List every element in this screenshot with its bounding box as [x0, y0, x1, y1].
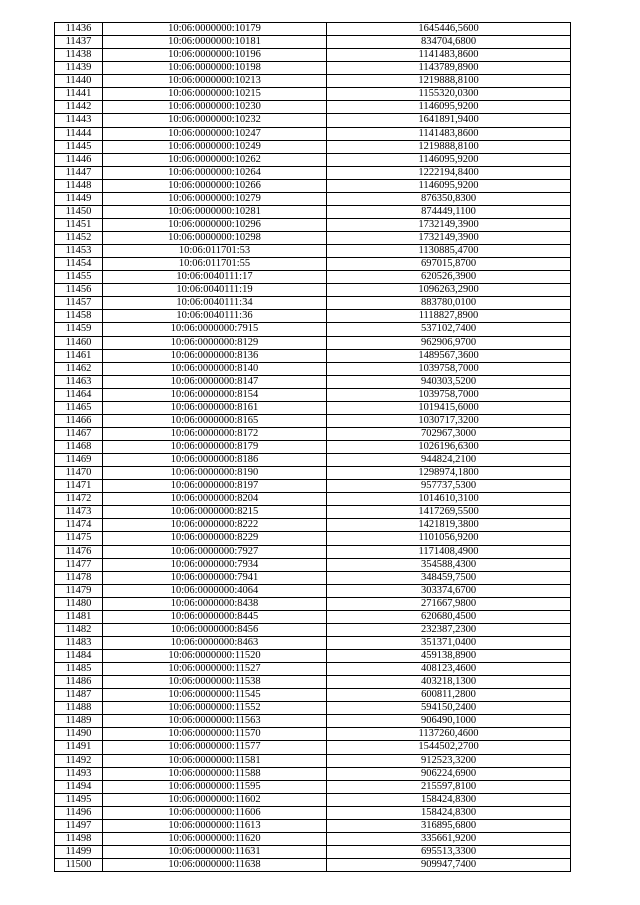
cadastral-number-cell: 10:06:0000000:11581: [103, 754, 327, 767]
table-row: [55, 676, 571, 689]
cadastral-number-cell: 10:06:0000000:11577: [103, 741, 327, 754]
value-cell: 1219888,8100: [327, 75, 571, 88]
row-number-cell: 11459: [55, 323, 103, 336]
row-number-cell: 11467: [55, 427, 103, 440]
table-row: [55, 75, 571, 88]
cadastral-number-cell: 10:06:0040111:19: [103, 284, 327, 297]
row-number-cell: 11449: [55, 192, 103, 205]
row-number-cell: 11448: [55, 179, 103, 192]
value-cell: 1141483,8600: [327, 49, 571, 62]
table-row: [55, 258, 571, 271]
cadastral-number-cell: 10:06:0000000:8129: [103, 336, 327, 349]
table-row: [55, 23, 571, 36]
table-row: [55, 558, 571, 571]
row-number-cell: 11446: [55, 153, 103, 166]
table-row: [55, 297, 571, 310]
value-cell: 876350,8300: [327, 192, 571, 205]
row-number-cell: 11441: [55, 88, 103, 101]
row-number-cell: 11439: [55, 62, 103, 75]
table-row: [55, 571, 571, 584]
row-number-cell: 11486: [55, 676, 103, 689]
row-number-cell: 11477: [55, 558, 103, 571]
row-number-cell: 11472: [55, 493, 103, 506]
row-number-cell: 11487: [55, 689, 103, 702]
table-row: [55, 741, 571, 754]
value-cell: 1141483,8600: [327, 127, 571, 140]
value-cell: 351371,0400: [327, 636, 571, 649]
table-row: [55, 859, 571, 872]
row-number-cell: 11485: [55, 663, 103, 676]
cadastral-number-cell: 10:06:0000000:10196: [103, 49, 327, 62]
value-cell: 1030717,3200: [327, 414, 571, 427]
table-row: [55, 689, 571, 702]
row-number-cell: 11450: [55, 205, 103, 218]
value-cell: 1026196,6300: [327, 441, 571, 454]
row-number-cell: 11479: [55, 584, 103, 597]
cadastral-number-cell: 10:06:0000000:8186: [103, 454, 327, 467]
row-number-cell: 11498: [55, 832, 103, 845]
table-row: [55, 179, 571, 192]
cadastral-number-cell: 10:06:0000000:11638: [103, 859, 327, 872]
value-cell: 1222194,8400: [327, 166, 571, 179]
value-cell: 158424,8300: [327, 793, 571, 806]
row-number-cell: 11470: [55, 467, 103, 480]
cadastral-number-cell: 10:06:0000000:11570: [103, 728, 327, 741]
row-number-cell: 11481: [55, 610, 103, 623]
cadastral-number-cell: 10:06:0000000:10296: [103, 218, 327, 231]
row-number-cell: 11458: [55, 310, 103, 323]
cadastral-number-cell: 10:06:0000000:8172: [103, 427, 327, 440]
row-number-cell: 11474: [55, 519, 103, 532]
table-row: [55, 205, 571, 218]
table-row: [55, 114, 571, 127]
value-cell: 459138,8900: [327, 650, 571, 663]
table-row: [55, 715, 571, 728]
table-row: [55, 375, 571, 388]
table-row: [55, 623, 571, 636]
row-number-cell: 11444: [55, 127, 103, 140]
cadastral-number-cell: 10:06:0000000:8215: [103, 506, 327, 519]
table-row: [55, 49, 571, 62]
row-number-cell: 11475: [55, 532, 103, 545]
table-row: [55, 271, 571, 284]
cadastral-number-cell: 10:06:0000000:8456: [103, 623, 327, 636]
cadastral-number-cell: 10:06:0000000:8154: [103, 388, 327, 401]
value-cell: 1118827,8900: [327, 310, 571, 323]
table-row: [55, 401, 571, 414]
cadastral-number-cell: 10:06:0000000:11613: [103, 819, 327, 832]
row-number-cell: 11496: [55, 806, 103, 819]
value-cell: 1101056,9200: [327, 532, 571, 545]
table-row: [55, 192, 571, 205]
row-number-cell: 11490: [55, 728, 103, 741]
table-row: [55, 650, 571, 663]
cadastral-number-cell: 10:06:0000000:7934: [103, 558, 327, 571]
cadastral-number-cell: 10:06:0000000:11545: [103, 689, 327, 702]
table-row: [55, 806, 571, 819]
cadastral-number-cell: 10:06:0000000:7927: [103, 545, 327, 558]
cadastral-number-cell: 10:06:0000000:8147: [103, 375, 327, 388]
value-cell: 594150,2400: [327, 702, 571, 715]
table-row: [55, 127, 571, 140]
value-cell: 1019415,6000: [327, 401, 571, 414]
table-row: [55, 702, 571, 715]
cadastral-number-cell: 10:06:0000000:10213: [103, 75, 327, 88]
cadastral-number-cell: 10:06:0000000:8197: [103, 480, 327, 493]
cadastral-number-cell: 10:06:0000000:10298: [103, 232, 327, 245]
row-number-cell: 11500: [55, 859, 103, 872]
cadastral-number-cell: 10:06:011701:53: [103, 245, 327, 258]
cadastral-number-cell: 10:06:0000000:10181: [103, 36, 327, 49]
row-number-cell: 11473: [55, 506, 103, 519]
value-cell: 537102,7400: [327, 323, 571, 336]
row-number-cell: 11493: [55, 767, 103, 780]
row-number-cell: 11488: [55, 702, 103, 715]
cadastral-number-cell: 10:06:0000000:10281: [103, 205, 327, 218]
cadastral-number-cell: 10:06:0000000:11527: [103, 663, 327, 676]
table-row: [55, 88, 571, 101]
value-cell: 232387,2300: [327, 623, 571, 636]
cadastral-number-cell: 10:06:0000000:11588: [103, 767, 327, 780]
value-cell: 1732149,3900: [327, 232, 571, 245]
value-cell: 697015,8700: [327, 258, 571, 271]
row-number-cell: 11476: [55, 545, 103, 558]
table-row: [55, 467, 571, 480]
value-cell: 1155320,0300: [327, 88, 571, 101]
row-number-cell: 11457: [55, 297, 103, 310]
cadastral-number-cell: 10:06:0000000:11595: [103, 780, 327, 793]
cadastral-number-cell: 10:06:0000000:8204: [103, 493, 327, 506]
cadastral-number-cell: 10:06:0040111:36: [103, 310, 327, 323]
value-cell: 962906,9700: [327, 336, 571, 349]
row-number-cell: 11447: [55, 166, 103, 179]
table-row: [55, 506, 571, 519]
table-row: [55, 349, 571, 362]
value-cell: 158424,8300: [327, 806, 571, 819]
value-cell: 600811,2800: [327, 689, 571, 702]
table-row: [55, 153, 571, 166]
row-number-cell: 11460: [55, 336, 103, 349]
cadastral-number-cell: 10:06:0000000:10179: [103, 23, 327, 36]
table-row: [55, 584, 571, 597]
table-row: [55, 166, 571, 179]
cadastral-number-cell: 10:06:0000000:11563: [103, 715, 327, 728]
value-cell: 940303,5200: [327, 375, 571, 388]
row-number-cell: 11489: [55, 715, 103, 728]
table-row: [55, 767, 571, 780]
cadastral-number-cell: 10:06:0000000:8165: [103, 414, 327, 427]
value-cell: 1489567,3600: [327, 349, 571, 362]
table-row: [55, 323, 571, 336]
row-number-cell: 11438: [55, 49, 103, 62]
value-cell: 1014610,3100: [327, 493, 571, 506]
row-number-cell: 11484: [55, 650, 103, 663]
row-number-cell: 11436: [55, 23, 103, 36]
row-number-cell: 11499: [55, 845, 103, 858]
value-cell: 906490,1000: [327, 715, 571, 728]
table-row: [55, 532, 571, 545]
cadastral-number-cell: 10:06:0000000:10247: [103, 127, 327, 140]
table-body: [55, 23, 571, 872]
value-cell: 303374,6700: [327, 584, 571, 597]
value-cell: 1146095,9200: [327, 101, 571, 114]
row-number-cell: 11468: [55, 441, 103, 454]
cadastral-number-cell: 10:06:0000000:7941: [103, 571, 327, 584]
table-row: [55, 362, 571, 375]
value-cell: 271667,9800: [327, 597, 571, 610]
value-cell: 1544502,2700: [327, 741, 571, 754]
value-cell: 620680,4500: [327, 610, 571, 623]
row-number-cell: 11469: [55, 454, 103, 467]
value-cell: 702967,3000: [327, 427, 571, 440]
row-number-cell: 11454: [55, 258, 103, 271]
cadastral-number-cell: 10:06:0000000:11620: [103, 832, 327, 845]
cadastral-number-cell: 10:06:0000000:8445: [103, 610, 327, 623]
value-cell: 1645446,5600: [327, 23, 571, 36]
value-cell: 1039758,7000: [327, 362, 571, 375]
cadastral-number-cell: 10:06:0000000:10249: [103, 140, 327, 153]
table-row: [55, 414, 571, 427]
cadastral-number-cell: 10:06:0000000:8222: [103, 519, 327, 532]
value-cell: 1732149,3900: [327, 218, 571, 231]
row-number-cell: 11463: [55, 375, 103, 388]
cadastral-number-cell: 10:06:0000000:10198: [103, 62, 327, 75]
value-cell: 1137260,4600: [327, 728, 571, 741]
value-cell: 1143789,8900: [327, 62, 571, 75]
table-row: [55, 728, 571, 741]
value-cell: 403218,1300: [327, 676, 571, 689]
cadastral-number-cell: 10:06:0000000:11631: [103, 845, 327, 858]
cadastral-number-cell: 10:06:0000000:8136: [103, 349, 327, 362]
row-number-cell: 11480: [55, 597, 103, 610]
table-row: [55, 663, 571, 676]
value-cell: 883780,0100: [327, 297, 571, 310]
row-number-cell: 11483: [55, 636, 103, 649]
value-cell: 1298974,1800: [327, 467, 571, 480]
table-row: [55, 454, 571, 467]
table-row: [55, 427, 571, 440]
cadastral-number-cell: 10:06:0000000:8463: [103, 636, 327, 649]
value-cell: 909947,7400: [327, 859, 571, 872]
value-cell: 906224,6900: [327, 767, 571, 780]
value-cell: 834704,6800: [327, 36, 571, 49]
table-row: [55, 545, 571, 558]
value-cell: 1039758,7000: [327, 388, 571, 401]
cadastral-number-cell: 10:06:0000000:11520: [103, 650, 327, 663]
cadastral-number-cell: 10:06:0000000:10264: [103, 166, 327, 179]
cadastral-number-cell: 10:06:0000000:10279: [103, 192, 327, 205]
table-row: [55, 493, 571, 506]
cadastral-number-cell: 10:06:0000000:10262: [103, 153, 327, 166]
row-number-cell: 11456: [55, 284, 103, 297]
value-cell: 695513,3300: [327, 845, 571, 858]
row-number-cell: 11445: [55, 140, 103, 153]
cadastral-number-cell: 10:06:0000000:11606: [103, 806, 327, 819]
table-row: [55, 62, 571, 75]
value-cell: 335661,9200: [327, 832, 571, 845]
row-number-cell: 11453: [55, 245, 103, 258]
cadastral-number-cell: 10:06:0000000:10266: [103, 179, 327, 192]
row-number-cell: 11491: [55, 741, 103, 754]
cadastral-number-cell: 10:06:0000000:11602: [103, 793, 327, 806]
row-number-cell: 11495: [55, 793, 103, 806]
value-cell: 1096263,2900: [327, 284, 571, 297]
value-cell: 1146095,9200: [327, 153, 571, 166]
row-number-cell: 11443: [55, 114, 103, 127]
table-row: [55, 845, 571, 858]
table-row: [55, 610, 571, 623]
value-cell: 348459,7500: [327, 571, 571, 584]
value-cell: 957737,5300: [327, 480, 571, 493]
table-row: [55, 218, 571, 231]
row-number-cell: 11461: [55, 349, 103, 362]
row-number-cell: 11440: [55, 75, 103, 88]
value-cell: 1417269,5500: [327, 506, 571, 519]
table-row: [55, 284, 571, 297]
row-number-cell: 11465: [55, 401, 103, 414]
row-number-cell: 11492: [55, 754, 103, 767]
cadastral-number-cell: 10:06:0000000:8190: [103, 467, 327, 480]
row-number-cell: 11451: [55, 218, 103, 231]
table-row: [55, 336, 571, 349]
table-row: [55, 597, 571, 610]
table-row: [55, 780, 571, 793]
cadastral-number-cell: 10:06:0000000:8229: [103, 532, 327, 545]
value-cell: 1421819,3800: [327, 519, 571, 532]
value-cell: 944824,2100: [327, 454, 571, 467]
value-cell: 1171408,4900: [327, 545, 571, 558]
row-number-cell: 11452: [55, 232, 103, 245]
value-cell: 354588,4300: [327, 558, 571, 571]
value-cell: 874449,1100: [327, 205, 571, 218]
row-number-cell: 11464: [55, 388, 103, 401]
cadastral-number-cell: 10:06:0000000:7915: [103, 323, 327, 336]
cadastral-number-cell: 10:06:0000000:8438: [103, 597, 327, 610]
row-number-cell: 11462: [55, 362, 103, 375]
value-cell: 1641891,9400: [327, 114, 571, 127]
row-number-cell: 11494: [55, 780, 103, 793]
value-cell: 620526,3900: [327, 271, 571, 284]
value-cell: 1146095,9200: [327, 179, 571, 192]
row-number-cell: 11497: [55, 819, 103, 832]
row-number-cell: 11478: [55, 571, 103, 584]
cadastral-number-cell: 10:06:0040111:17: [103, 271, 327, 284]
value-cell: 1130885,4700: [327, 245, 571, 258]
table-row: [55, 441, 571, 454]
table-row: [55, 245, 571, 258]
cadastral-number-cell: 10:06:0000000:10230: [103, 101, 327, 114]
row-number-cell: 11455: [55, 271, 103, 284]
table-row: [55, 140, 571, 153]
value-cell: 316895,6800: [327, 819, 571, 832]
cadastral-number-cell: 10:06:011701:55: [103, 258, 327, 271]
table-row: [55, 636, 571, 649]
table-row: [55, 793, 571, 806]
cadastral-number-cell: 10:06:0000000:8161: [103, 401, 327, 414]
table-row: [55, 232, 571, 245]
table-row: [55, 754, 571, 767]
cadastral-number-cell: 10:06:0040111:34: [103, 297, 327, 310]
table-row: [55, 480, 571, 493]
row-number-cell: 11482: [55, 623, 103, 636]
row-number-cell: 11437: [55, 36, 103, 49]
cadastral-number-cell: 10:06:0000000:10215: [103, 88, 327, 101]
cadastral-number-cell: 10:06:0000000:10232: [103, 114, 327, 127]
row-number-cell: 11442: [55, 101, 103, 114]
table-row: [55, 519, 571, 532]
cadastral-number-cell: 10:06:0000000:4064: [103, 584, 327, 597]
cadastral-number-cell: 10:06:0000000:11552: [103, 702, 327, 715]
table-row: [55, 832, 571, 845]
row-number-cell: 11471: [55, 480, 103, 493]
table-row: [55, 101, 571, 114]
cadastral-number-cell: 10:06:0000000:8179: [103, 441, 327, 454]
value-cell: 912523,3200: [327, 754, 571, 767]
table-row: [55, 819, 571, 832]
table-row: [55, 310, 571, 323]
row-number-cell: 11466: [55, 414, 103, 427]
table-row: [55, 388, 571, 401]
value-cell: 215597,8100: [327, 780, 571, 793]
value-cell: 1219888,8100: [327, 140, 571, 153]
value-cell: 408123,4600: [327, 663, 571, 676]
cadastral-number-cell: 10:06:0000000:11538: [103, 676, 327, 689]
table-row: [55, 36, 571, 49]
data-table: [54, 22, 571, 872]
cadastral-number-cell: 10:06:0000000:8140: [103, 362, 327, 375]
